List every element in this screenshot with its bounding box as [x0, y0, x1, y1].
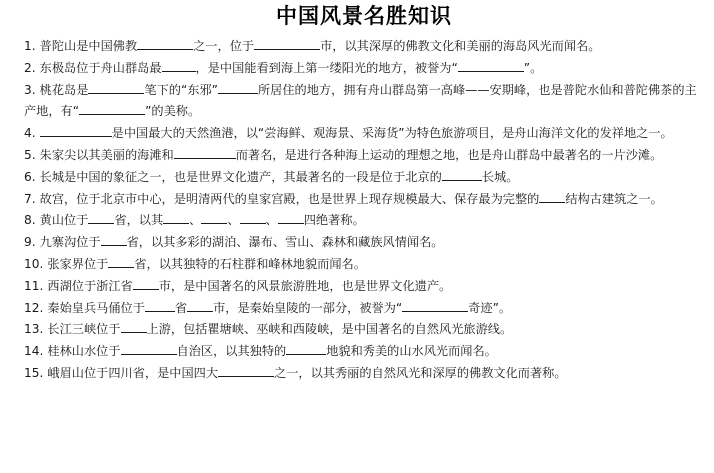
answer-blank[interactable]: [254, 35, 320, 50]
question-number: 15.: [24, 365, 44, 380]
answer-blank[interactable]: [278, 209, 304, 224]
question-2: [24, 57, 704, 79]
question-text: 长城是中国的象征之一，也是世界文化遗产，其最著名的一段是位于北京的: [39, 169, 442, 184]
question-text: 市，是中国著名的风景旅游胜地，也是世界文化遗产。: [158, 278, 452, 293]
question-text: 、: [265, 213, 278, 228]
question-text: 普陀山是中国佛教: [39, 39, 138, 53]
question-9: [24, 231, 704, 253]
answer-blank[interactable]: [442, 166, 482, 181]
question-number: 1.: [24, 39, 36, 53]
question-12: [24, 297, 704, 319]
question-text: ”的美称。: [145, 104, 201, 119]
answer-blank[interactable]: [163, 209, 189, 224]
question-10: [24, 253, 704, 275]
question-text: 地貌和秀美的山水风光而闻名。: [326, 344, 497, 359]
question-text: 九寨沟位于: [39, 235, 101, 250]
question-6: [24, 166, 704, 188]
question-8: [24, 209, 704, 231]
answer-blank[interactable]: [286, 340, 326, 355]
question-4: [24, 122, 704, 144]
question-text: 东极岛位于舟山群岛最: [39, 60, 162, 75]
question-list: [24, 35, 704, 384]
question-3: [24, 79, 704, 123]
answer-blank[interactable]: [108, 253, 134, 268]
question-text: 奇迹”。: [468, 300, 512, 315]
question-number: 7.: [24, 191, 36, 206]
answer-blank[interactable]: [458, 57, 524, 72]
question-text: 市，以其深厚的佛教文化和美丽的海岛风光而闻名。: [320, 39, 601, 53]
question-text: 之一，位于: [193, 39, 255, 53]
answer-blank[interactable]: [187, 297, 213, 312]
answer-blank[interactable]: [218, 362, 274, 377]
question-text: 自治区，以其独特的: [176, 344, 287, 359]
question-13: [24, 318, 704, 340]
question-text: 、: [227, 213, 240, 228]
question-text: 市，是秦始皇陵的一部分，被誉为“: [213, 300, 403, 315]
answer-blank[interactable]: [133, 275, 159, 290]
question-text: 秦始皇兵马俑位于: [47, 300, 145, 315]
answer-blank[interactable]: [201, 209, 227, 224]
question-text: 结构古建筑之一。: [565, 191, 663, 206]
question-text: 故宫，位于北京市中心，是明清两代的皇家宫殿，也是世界上现存规模最大、保存最为完整的: [39, 191, 540, 206]
question-text: 省: [174, 300, 188, 315]
worksheet-page: [0, 3, 714, 473]
question-11: [24, 275, 704, 297]
answer-blank[interactable]: [402, 297, 468, 312]
question-text: 峨眉山位于四川省，是中国四大: [47, 365, 219, 380]
question-text: 上游，包括瞿塘峡、巫峡和西陵峡，是中国著名的自然风光旅游线。: [146, 322, 513, 337]
question-7: [24, 188, 704, 210]
question-text: 长城。: [481, 169, 519, 184]
answer-blank[interactable]: [162, 57, 196, 72]
question-text: 省，以其多彩的湖泊、瀑布、雪山、森林和藏族风情闻名。: [126, 235, 444, 250]
answer-blank[interactable]: [88, 79, 144, 94]
answer-blank[interactable]: [174, 144, 236, 159]
question-number: 14.: [24, 344, 44, 359]
question-14: [24, 340, 704, 362]
question-text: 朱家尖以其美丽的海滩和: [39, 147, 174, 162]
answer-blank[interactable]: [121, 340, 177, 355]
answer-blank[interactable]: [121, 318, 147, 333]
question-text: 省，以其: [114, 213, 164, 228]
question-text: 四绝著称。: [303, 213, 365, 228]
page-title: 中国风景名胜知识: [276, 4, 452, 28]
question-number: 13.: [24, 322, 44, 337]
question-text: 所居住的地方，拥有舟山群岛第一高峰——安期峰，也是普陀水仙和普陀佛茶的主产地，有“: [24, 82, 697, 119]
question-text: ”。: [523, 60, 543, 75]
answer-blank[interactable]: [79, 100, 145, 115]
question-text: 黄山位于: [39, 213, 89, 228]
question-15: [24, 362, 704, 384]
question-text: 是中国最大的天然渔港，以“尝海鲜、观海景、采海货”为特色旅游项目，是舟山海洋文化的发祥地之一。: [111, 126, 673, 141]
question-number: 5.: [24, 147, 36, 162]
question-number: 10.: [24, 256, 44, 271]
question-number: 8.: [24, 213, 36, 228]
question-text: 、: [189, 213, 202, 228]
answer-blank[interactable]: [137, 35, 193, 50]
answer-blank[interactable]: [88, 209, 114, 224]
answer-blank[interactable]: [101, 231, 127, 246]
question-number: 12.: [24, 300, 44, 315]
question-text: 笔下的“东邪”: [144, 82, 218, 97]
question-text: ，是中国能看到海上第一缕阳光的地方，被誉为“: [195, 60, 458, 75]
answer-blank[interactable]: [240, 209, 266, 224]
question-number: 9.: [24, 235, 36, 250]
question-number: 3.: [24, 82, 36, 97]
question-text: 省，以其独特的石柱群和峰林地貌而闻名。: [134, 256, 366, 271]
question-5: [24, 144, 704, 166]
question-text: 西湖位于浙江省: [47, 278, 133, 293]
question-text: 长江三峡位于: [47, 322, 121, 337]
answer-blank[interactable]: [145, 297, 175, 312]
question-number: 2.: [24, 60, 36, 75]
question-number: 11.: [24, 278, 44, 293]
answer-blank[interactable]: [40, 122, 112, 137]
question-text: 桃花岛是: [39, 82, 89, 97]
question-1: [24, 35, 704, 57]
question-text: 张家界位于: [47, 256, 109, 271]
question-number: 6.: [24, 169, 36, 184]
question-text: 而著名，是进行各种海上运动的理想之地，也是舟山群岛中最著名的一片沙滩。: [235, 147, 663, 162]
question-text: 桂林山水位于: [47, 344, 121, 359]
question-number: 4.: [24, 126, 36, 141]
answer-blank[interactable]: [218, 79, 258, 94]
answer-blank[interactable]: [539, 188, 565, 203]
question-text: 之一，以其秀丽的自然风光和深厚的佛教文化而著称。: [274, 365, 567, 380]
